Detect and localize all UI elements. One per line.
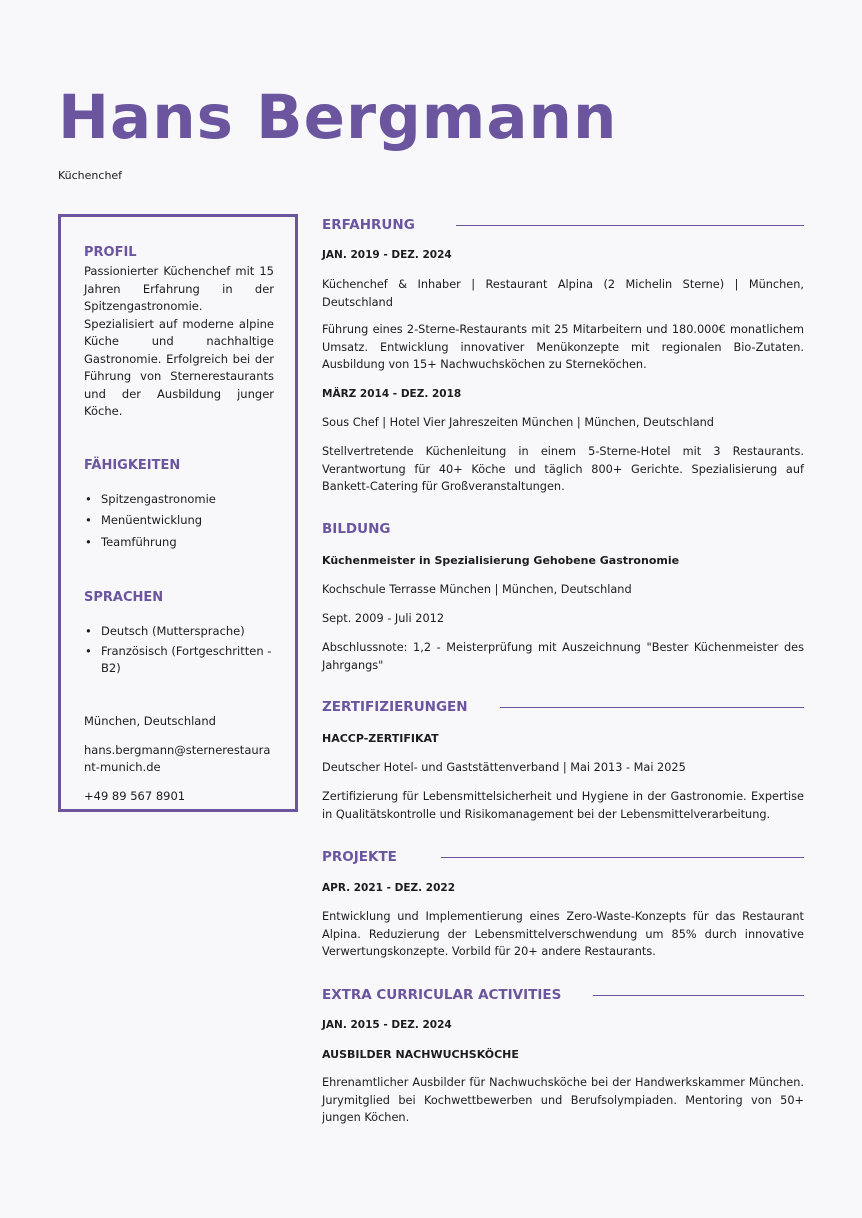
language-item: • Deutsch (Muttersprache) <box>84 623 274 641</box>
profile-section <box>84 245 274 421</box>
education-header <box>322 518 804 540</box>
extracurricular-header <box>322 984 804 1006</box>
experience-date: MÄRZ 2014 - DEZ. 2018 <box>322 388 462 400</box>
extracurricular-date: JAN. 2015 - DEZ. 2024 <box>322 1019 452 1031</box>
project-date: APR. 2021 - DEZ. 2022 <box>322 882 456 894</box>
project-description: Entwicklung und Implementierung eines Zero-Waste-Konzepts für das Restaurant Alpina. Reduzierung der Lebensmittelverschwendung um 85% durch innovative Verwertungskonzepte. Vorbild für 20+ andere Restaurants. <box>322 910 804 958</box>
contact-phone[interactable]: +49 89 567 8901 <box>84 788 186 803</box>
section-divider <box>593 995 804 996</box>
experience-role: Sous Chef | Hotel Vier Jahreszeiten München | München, Deutschland <box>322 416 714 429</box>
profile-heading: PROFIL <box>84 245 137 260</box>
skills-section <box>84 458 274 552</box>
contact-section <box>84 713 274 805</box>
education-note: Abschlussnote: 1,2 - Meisterprüfung mit Auszeichnung "Bester Küchenmeister des Jahrgangs" <box>322 641 804 672</box>
education-degree: Küchenmeister in Spezialisierung Gehobene Gastronomie <box>322 554 680 567</box>
skill-item: • Menüentwicklung <box>84 512 274 530</box>
projects-header <box>322 846 804 868</box>
education-heading: BILDUNG <box>322 521 391 537</box>
skills-list <box>84 491 274 552</box>
sidebar <box>58 214 298 812</box>
section-divider <box>500 707 804 708</box>
certifications-heading: ZERTIFIZIERUNGEN <box>322 699 468 715</box>
job-title: Küchenchef <box>58 169 123 182</box>
experience-heading: ERFAHRUNG <box>322 217 415 233</box>
experience-description: Stellvertretende Küchenleitung in einem 5-Sterne-Hotel mit 3 Restaurants. Verantwortung für 40+ Köche und täglich 800+ Gerichte. Spezialisierung auf Bankett-Catering für Großveranstaltungen. <box>322 445 804 493</box>
skill-item: • Teamführung <box>84 534 274 552</box>
education-school: Kochschule Terrasse München | München, Deutschland <box>322 583 632 596</box>
language-item: • Französisch (Fortgeschritten - B2) <box>84 643 274 678</box>
section-divider <box>456 225 804 226</box>
projects-heading: PROJEKTE <box>322 849 397 865</box>
profile-text: Passionierter Küchenchef mit 15 Jahren Erfahrung in der Spitzengastronomie. Spezialisiert auf moderne alpine Küche und nachhaltige Gastronomie. Erfolgreich bei der Führung von Sternerestaurants und der Ausbildung junger Köche. <box>84 264 274 418</box>
languages-heading: SPRACHEN <box>84 590 164 605</box>
experience-description: Führung eines 2-Sterne-Restaurants mit 25 Mitarbeitern und 180.000€ monatlichem Umsatz. Entwicklung innovativer Menükonzepte mit regionalen Bio-Zutaten. Ausbildung von 15+ Nachwuchsköchen zu Sterneköchen. <box>322 323 804 371</box>
certification-description: Zertifizierung für Lebensmittelsicherheit und Hygiene in der Gastronomie. Expertise in Qualitätskontrolle und Risikomanagement bei der Lebensmittelverarbeitung. <box>322 790 804 821</box>
extracurricular-title: AUSBILDER NACHWUCHSKÖCHE <box>322 1048 519 1061</box>
extracurricular-heading: EXTRA CURRICULAR ACTIVITIES <box>322 987 562 1003</box>
certification-title: HACCP-ZERTIFIKAT <box>322 732 439 745</box>
experience-header <box>322 214 804 236</box>
education-period: Sept. 2009 - Juli 2012 <box>322 612 445 625</box>
languages-list <box>84 623 274 678</box>
skill-item: • Spitzengastronomie <box>84 491 274 509</box>
experience-date: JAN. 2019 - DEZ. 2024 <box>322 249 452 261</box>
languages-section <box>84 590 274 678</box>
contact-email[interactable]: hans.bergmann@sternerestaurant-munich.de <box>84 742 271 774</box>
experience-role: Küchenchef & Inhaber | Restaurant Alpina (2 Michelin Sterne) | München, Deutschland <box>322 278 804 309</box>
extracurricular-description: Ehrenamtlicher Ausbilder für Nachwuchsköche bei der Handwerkskammer München. Jurymitglied bei Kochwettbewerben und Berufsolympiaden. Mentoring von 50+ jungen Köchen. <box>322 1076 804 1124</box>
candidate-name: Hans Bergmann <box>58 82 618 153</box>
certifications-header <box>322 696 804 718</box>
certification-issuer: Deutscher Hotel- und Gaststättenverband | Mai 2013 - Mai 2025 <box>322 761 686 774</box>
section-divider <box>441 857 804 858</box>
contact-location: München, Deutschland <box>84 713 216 728</box>
skills-heading: FÄHIGKEITEN <box>84 457 181 473</box>
